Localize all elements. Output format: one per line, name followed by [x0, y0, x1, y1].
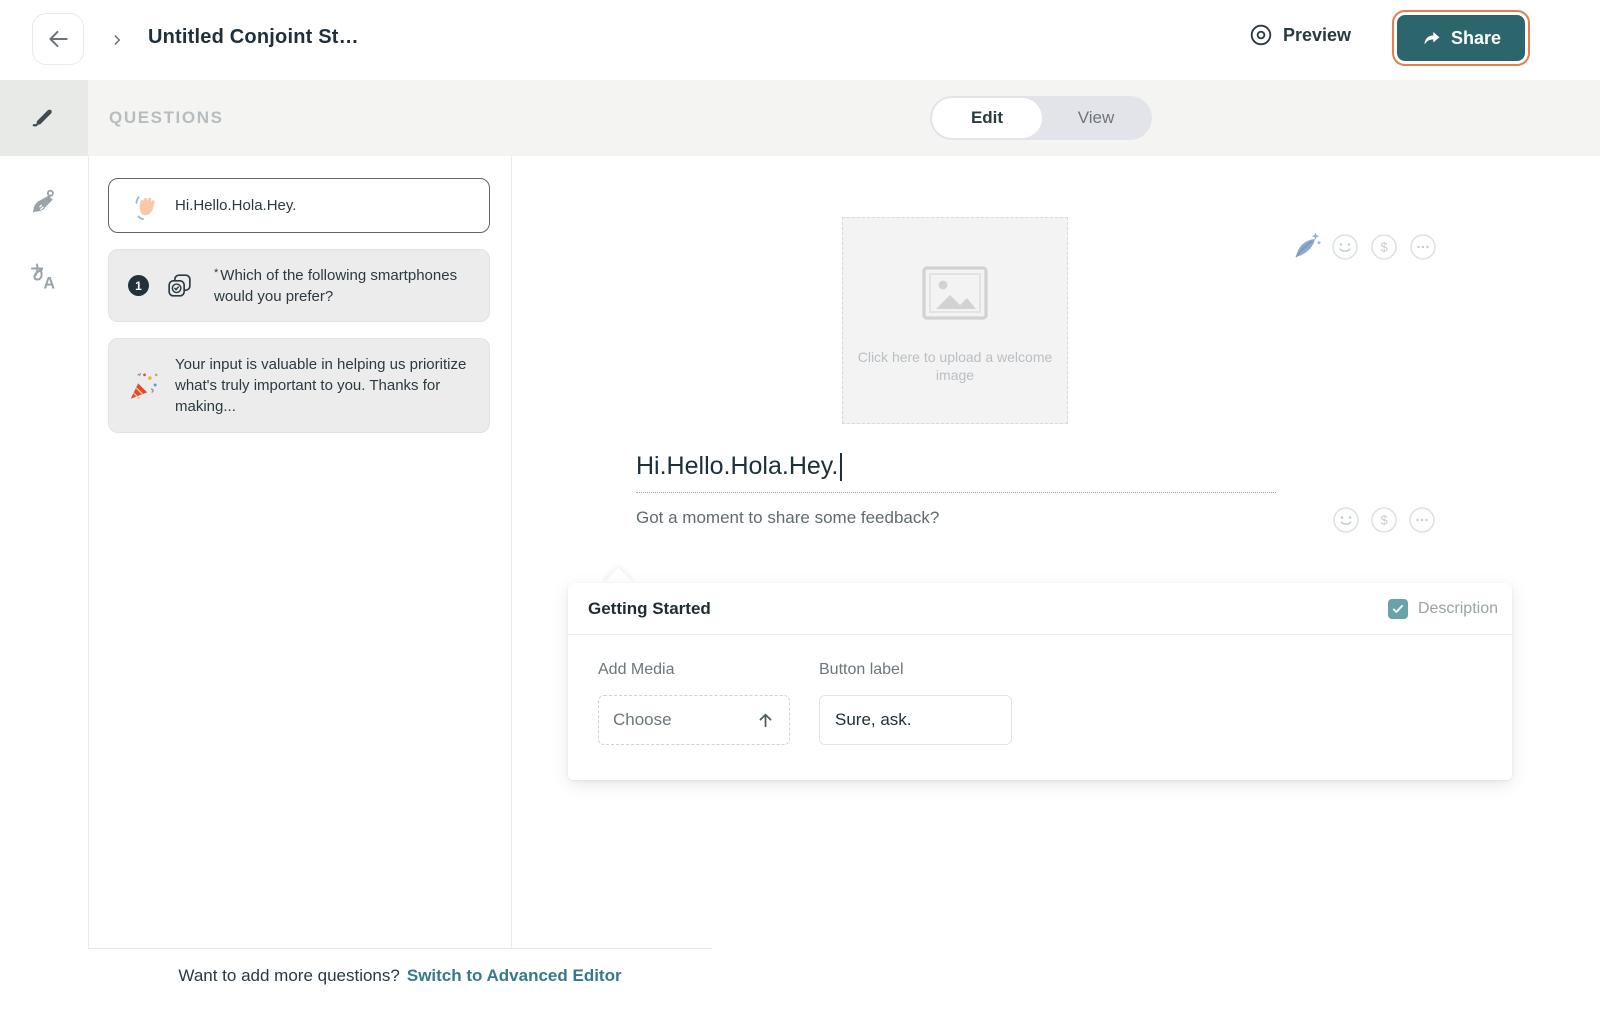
settings-card-header	[568, 583, 1512, 635]
questions-header	[88, 80, 512, 156]
choice-cards-icon	[165, 271, 194, 300]
required-asterisk: *	[214, 266, 219, 279]
emoji-icon[interactable]	[1333, 507, 1359, 533]
share-button[interactable]	[1397, 15, 1525, 61]
share-arrow-icon	[1421, 28, 1442, 49]
button-label-label: Button label	[819, 661, 904, 678]
image-placeholder-icon	[922, 266, 988, 320]
upload-placeholder-text: Click here to upload a welcome image	[857, 349, 1053, 383]
add-media-label: Add Media	[598, 661, 675, 678]
add-media-choose-button[interactable]	[598, 695, 790, 745]
description-checkbox[interactable]	[1388, 599, 1408, 619]
rail-item-translate[interactable]	[0, 238, 88, 314]
question-card-thankyou[interactable]	[108, 338, 490, 433]
share-label: Share	[1450, 27, 1502, 48]
currency-icon[interactable]	[1371, 234, 1397, 260]
choose-button-text: Choose	[613, 710, 672, 729]
breadcrumb-chevron-icon	[110, 28, 128, 52]
theme-brush-icon	[30, 188, 58, 216]
question-number-badge: 1	[128, 275, 149, 296]
title-divider	[636, 492, 1276, 493]
text-cursor	[840, 453, 842, 481]
share-button-highlight-ring	[1392, 10, 1530, 66]
back-arrow-icon	[45, 26, 71, 52]
switch-advanced-editor-link[interactable]: Switch to Advanced Editor	[406, 966, 622, 985]
button-label-input[interactable]	[819, 695, 1012, 745]
top-bar	[0, 0, 1600, 80]
preview-label: Preview	[1283, 24, 1352, 45]
preview-button[interactable]	[1248, 22, 1351, 48]
questions-footer	[88, 948, 712, 1009]
ai-feather-icon[interactable]	[1290, 230, 1322, 262]
question-card-conjoint[interactable]	[108, 249, 490, 322]
question-card-text: Your input is valuable in helping us prioritize what's truly important to you. Thanks for making...	[175, 356, 467, 415]
more-options-icon[interactable]	[1410, 234, 1436, 260]
rail-divider	[88, 80, 89, 948]
description-toggle[interactable]	[1388, 599, 1498, 619]
welcome-title-text: Hi.Hello.Hola.Hey.	[636, 452, 839, 480]
page-title[interactable]: Untitled Conjoint St…	[148, 26, 359, 48]
rail-item-editor[interactable]	[0, 80, 88, 156]
question-card-text: Hi.Hello.Hola.Hey.	[175, 197, 297, 214]
translate-icon	[29, 261, 59, 291]
svg-text:A: A	[43, 274, 56, 291]
settings-card	[568, 583, 1512, 780]
toggle-edit[interactable]: Edit	[932, 98, 1042, 138]
question-card-text: * Which of the following smartphones would you prefer?	[214, 266, 458, 305]
question-card-welcome[interactable]	[108, 178, 490, 233]
settings-title: Getting Started	[588, 598, 711, 618]
welcome-description-input[interactable]: Got a moment to share some feedback?	[636, 508, 940, 527]
welcome-image-upload[interactable]	[842, 217, 1068, 424]
tool-rail	[0, 80, 88, 948]
svg-text:$: $	[1380, 512, 1388, 528]
upload-arrow-icon	[756, 711, 775, 730]
waving-hand-emoji	[129, 191, 159, 221]
welcome-title-input[interactable]	[636, 452, 842, 481]
edit-view-toggle	[930, 96, 1152, 140]
questions-header-label: QUESTIONS	[109, 108, 224, 127]
description-checkbox-label: Description	[1417, 599, 1498, 617]
currency-icon[interactable]	[1371, 507, 1397, 533]
questions-panel-divider	[511, 80, 512, 948]
more-options-icon[interactable]	[1409, 507, 1435, 533]
toggle-view[interactable]: View	[1077, 108, 1115, 127]
footer-prompt: Want to add more questions?	[178, 966, 400, 985]
svg-text:$: $	[1380, 239, 1388, 255]
party-popper-emoji	[127, 369, 161, 403]
emoji-icon[interactable]	[1332, 234, 1358, 260]
preview-eye-icon	[1248, 22, 1274, 48]
back-button[interactable]	[32, 13, 84, 65]
rail-item-theme[interactable]	[0, 164, 88, 240]
checkmark-icon	[1391, 602, 1405, 616]
edit-marker-icon	[31, 105, 58, 132]
